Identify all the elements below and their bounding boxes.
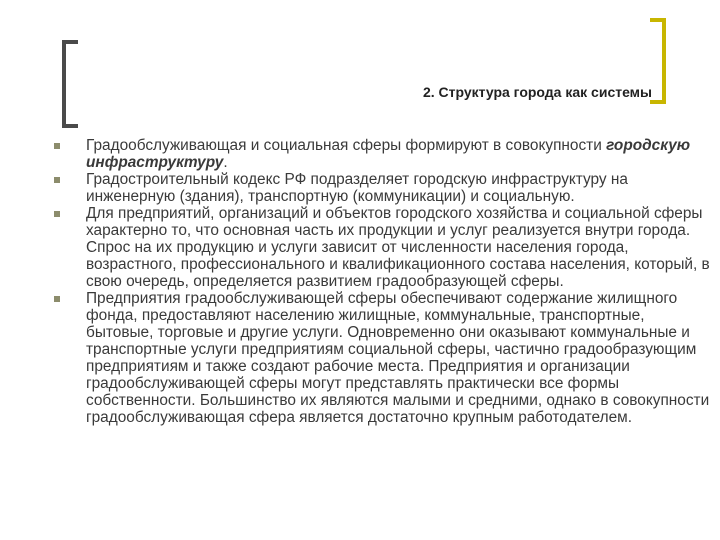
square-bullet-icon xyxy=(54,211,60,217)
square-bullet-icon xyxy=(54,143,60,149)
left-bracket-decoration xyxy=(62,40,78,128)
list-item-text: Градостроительный кодекс РФ подразделяет городскую инфраструктуру на инженерную (здания), транспортную (коммуникации) и социальную. xyxy=(86,171,628,205)
list-item-text: Для предприятий, организаций и объектов городского хозяйства и социальной сферы характерно то, что основная часть их продукции и услуг реализуется внутри города. Спрос на их продукцию и услуги зависит от численности населения города, возрастного, профессионального и квалификационного состава населения, который, в свою очередь, определяется развитием градообразующей сферы. xyxy=(86,205,710,290)
right-bracket-decoration xyxy=(650,18,666,104)
square-bullet-icon xyxy=(54,296,60,302)
list-item xyxy=(52,205,716,290)
list-item-text: Градообслуживающая и социальная сферы формируют в совокупности xyxy=(86,137,607,154)
list-item-tail: . xyxy=(223,154,228,171)
bullet-list xyxy=(52,137,716,426)
list-item-text: Предприятия градообслуживающей сферы обеспечивают содержание жилищного фонда, предоставляют населению жилищные, коммунальные, транспортные, бытовые, торговые и другие услуги. Одновременно они оказывают коммунальные и транспортные услуги предприятиям социальной сферы, частично градообразующим предприятиям и также создают рабочие места. Предприятия и организации градообслуживающей сферы могут представлять практически все формы собственности. Большинство их являются малыми и средними, однако в совокупности градообслуживающая сфера является достаточно крупным работодателем. xyxy=(86,290,710,426)
list-item xyxy=(52,171,716,205)
list-item xyxy=(52,137,716,171)
square-bullet-icon xyxy=(54,177,60,183)
list-item-emphasis: городскую инфраструктуру xyxy=(86,137,691,171)
list-item xyxy=(52,290,716,426)
slide-title: 2. Структура города как системы xyxy=(422,84,652,100)
